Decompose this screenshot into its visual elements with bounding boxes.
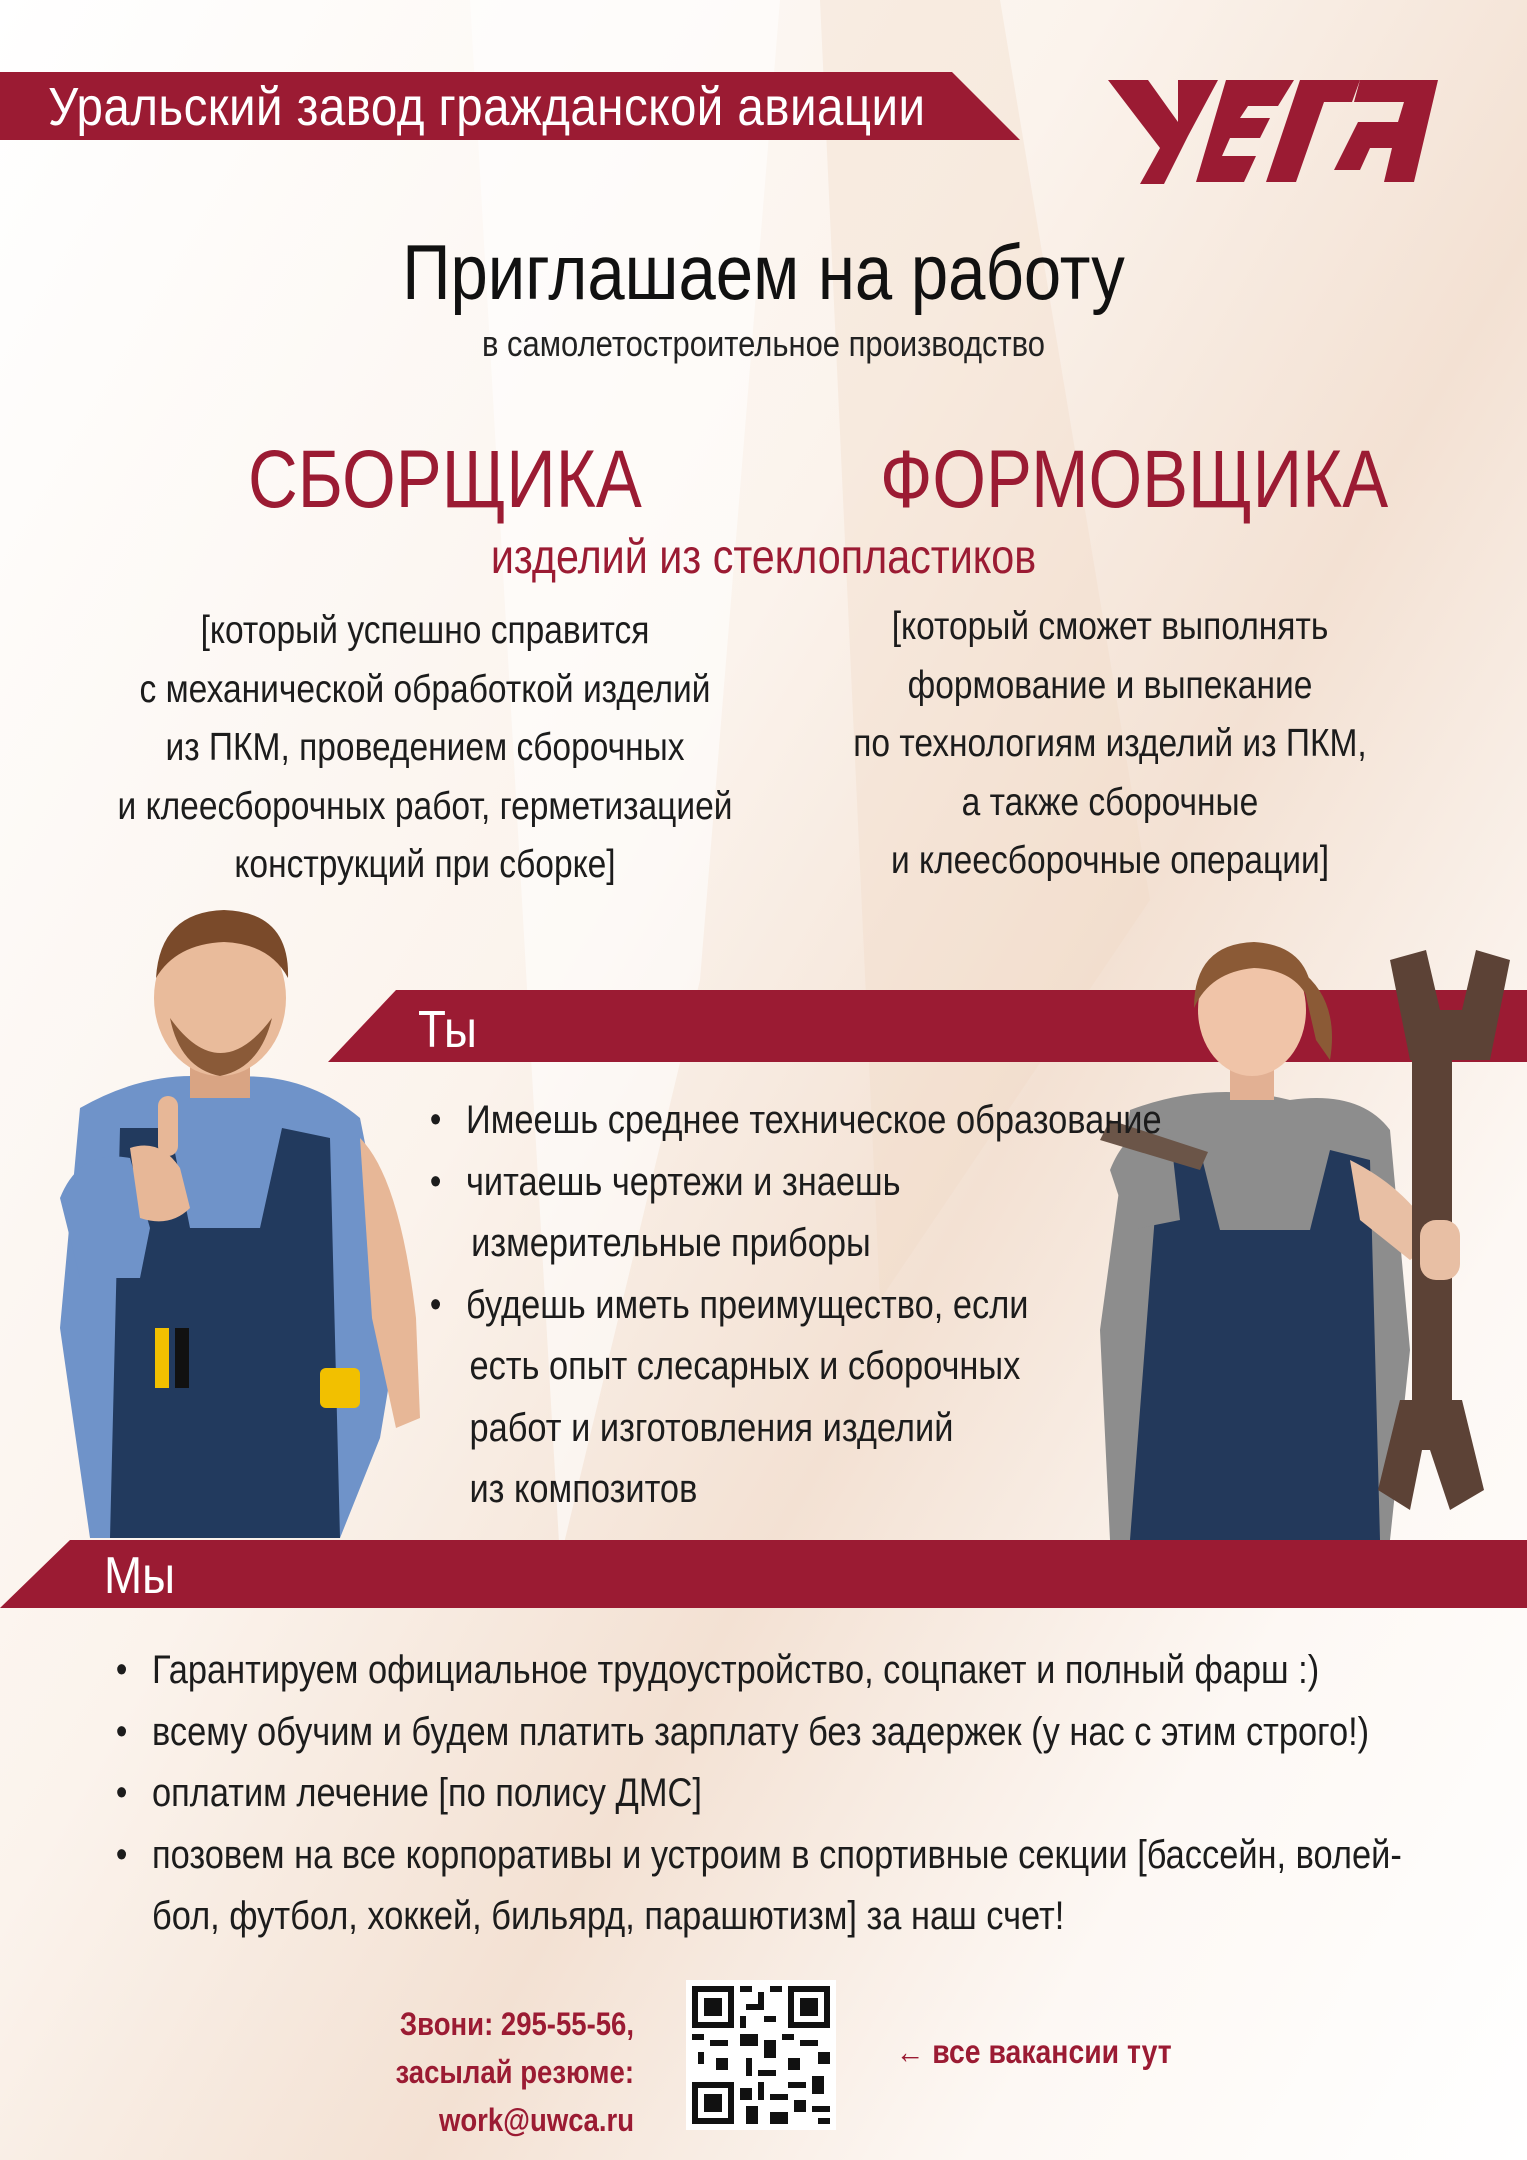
desc-line: формование и выпекание — [907, 663, 1313, 707]
desc-line: [который сможет выполнять — [891, 605, 1329, 648]
bullet-icon: • — [115, 1833, 128, 1876]
list-item: измерительные приборы — [471, 1221, 871, 1265]
bullet-icon: • — [429, 1160, 442, 1203]
list-item: • Гарантируем официальное трудоустройство, соцпакет и полный фарш :) — [152, 1640, 1313, 1702]
desc-line: с механической обработкой изделий — [139, 667, 711, 711]
job-title-assembler: СБОРЩИКА — [248, 434, 642, 525]
list-item: • всему обучим и будем платить зарплату без задержек (у нас с этим строго!) — [152, 1702, 1313, 1764]
worker-man-illustration — [20, 898, 440, 1538]
list-item: есть опыт слесарных и сборочных — [469, 1344, 1021, 1388]
desc-line: и клеесборочные операции] — [890, 839, 1330, 882]
company-logo — [1108, 66, 1438, 196]
you-requirements-list — [429, 1090, 1186, 1521]
list-item: • оплатим лечение [по полису ДМС] — [152, 1763, 1313, 1825]
company-name: Уральский завод гражданской авиации — [48, 77, 926, 137]
qr-code-icon[interactable] — [686, 1980, 836, 2130]
we-benefits-list — [115, 1640, 1502, 1948]
page-title: Приглашаем на работу — [402, 228, 1125, 316]
job-description-assembler — [94, 602, 756, 895]
job-description-molder — [775, 598, 1446, 891]
we-section-label: Мы — [104, 1547, 176, 1605]
contact-email[interactable]: засылай резюме: work@uwca.ru — [395, 2054, 634, 2138]
list-item: • Имеешь среднее техническое образование — [466, 1090, 1085, 1152]
desc-line: по технологиям изделий из ПКМ, — [853, 722, 1367, 765]
list-item: работ и изготовления изделий — [469, 1405, 954, 1450]
you-section-label: Ты — [418, 1001, 477, 1059]
contact-info — [218, 2000, 634, 2144]
vacancies-pointer: ← все вакансии тут — [896, 2033, 1172, 2070]
job-subtitle: изделий из стеклопластиков — [490, 531, 1037, 584]
desc-line: и клеесборочных работ, герметизацией — [117, 784, 733, 828]
list-item: из композитов — [469, 1467, 698, 1511]
we-section-band — [0, 1540, 1527, 1608]
list-item: • будешь иметь преимущество, если — [466, 1275, 1085, 1337]
list-item: • позовем на все корпоративы и устроим в спортивные секции [бассейн, волей- — [152, 1825, 1313, 1887]
bullet-icon: • — [429, 1283, 442, 1326]
bullet-icon: • — [115, 1649, 128, 1691]
bullet-icon: • — [115, 1710, 128, 1753]
desc-line: из ПКМ, проведением сборочных — [165, 726, 685, 769]
bullet-icon: • — [429, 1099, 442, 1141]
desc-line: а также сборочные — [961, 780, 1259, 824]
job-title-molder: ФОРМОВЩИКА — [880, 434, 1389, 525]
page-subtitle: в самолетостроительное производство — [481, 323, 1046, 364]
desc-line: конструкций при сборке] — [234, 843, 616, 886]
list-item: бол, футбол, хоккей, бильярд, парашютизм] за наш счет! — [152, 1894, 1065, 1938]
desc-line: [который успешно справится — [200, 609, 650, 652]
list-item: • читаешь чертежи и знаешь — [466, 1152, 1085, 1214]
contact-phone[interactable]: Звони: 295-55-56, — [399, 2006, 634, 2042]
bullet-icon: • — [115, 1772, 128, 1814]
